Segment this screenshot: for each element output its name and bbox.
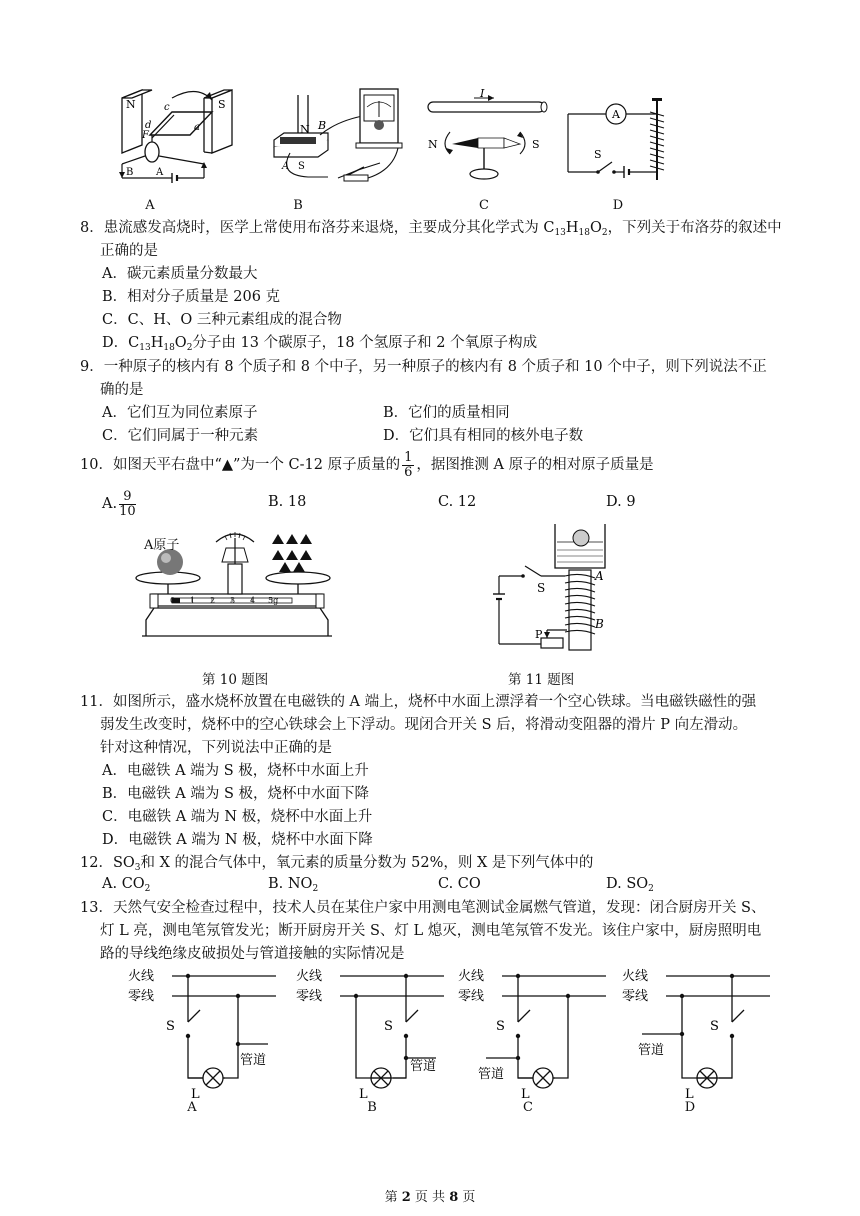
label-pipe: 管道	[478, 1067, 505, 1082]
q12-stem: 12．$SO_3$和 X 的混合气体中，氧元素的质量分数为 52%，则 X 是下列气体中的	[80, 855, 594, 873]
label-a: A	[595, 569, 604, 583]
q10-option-b: B. 18	[268, 494, 307, 510]
label-pipe: 管道	[638, 1043, 665, 1058]
label-a: A	[282, 161, 290, 172]
q10-label-atom: A原子	[144, 538, 180, 553]
q10-stem: 10．如图天平右盘中“▲”为一个 C-12 原子质量的 $\frac{1}{6}$ ，据图推测 A 原子的相对原子质量是	[80, 449, 654, 480]
q13-stem-line3: 路的导线绝缘皮破损处与管道接触的实际情况是	[100, 946, 405, 962]
q7-figure-d	[562, 92, 682, 184]
label-p: P	[535, 628, 543, 641]
label-lamp: L	[521, 1087, 530, 1102]
label-s: S	[537, 581, 546, 595]
label-live: 火线	[296, 969, 323, 984]
q7-caption-d: D	[612, 198, 624, 213]
q13-caption-b: B	[367, 1100, 377, 1115]
q13-caption-c: C	[523, 1100, 533, 1115]
label-live: 火线	[622, 969, 649, 984]
label-ammeter: A	[612, 108, 620, 121]
label-live: 火线	[458, 969, 485, 984]
q10-option-a: A. $\frac{9}{10}$	[102, 488, 136, 519]
q9-stem-line1: 9．一种原子的核内有 8 个质子和 8 个中子，另一种原子的核内有 8 个质子和 10 个中子，则下列说法不正	[80, 359, 767, 375]
label-b: B	[595, 617, 604, 631]
q8-stem-line2: 正确的是	[100, 243, 158, 259]
label-c: c	[164, 102, 170, 113]
label-f: F	[142, 130, 149, 141]
label-live: 火线	[128, 969, 155, 984]
q13-circuit-c	[458, 966, 608, 1102]
q13-caption-a: A	[187, 1100, 197, 1115]
q11-stem-line1: 11．如图所示，盛水烧杯放置在电磁铁的 A 端上，烧杯中水面上漂浮着一个空心铁球。当电磁铁磁性的强	[80, 694, 757, 710]
q8-option-d: D．$C_{13}H_{18}O_2$分子由 13 个碳原子，18 个氢原子和 2 个氧原子构成	[102, 335, 538, 353]
q9-option-d: D．它们具有相同的核外电子数	[383, 428, 584, 444]
q11-figure-caption: 第 11 题图	[508, 672, 575, 688]
q7-caption-a: A	[145, 198, 155, 213]
q11-stem-line2: 弱发生改变时，烧杯中的空心铁球会上下浮动。现闭合开关 S 后，将滑动变阻器的滑片 P 向左滑动。	[100, 717, 748, 733]
q7-figure-a	[112, 90, 252, 185]
q7-caption-c: C	[479, 198, 489, 213]
label-switch: S	[496, 1019, 505, 1034]
q8-option-a: A．碳元素质量分数最大	[102, 266, 258, 282]
label-switch: S	[166, 1019, 175, 1034]
q12-option-d: D. $SO_2$	[606, 876, 654, 894]
label-pipe: 管道	[410, 1059, 437, 1074]
q13-stem-line1: 13．天然气安全检查过程中，技术人员在某住户家中用测电笔测试金属燃气管道，发现：闭合厨房开关 S、	[80, 900, 766, 916]
q13-circuit-d	[622, 966, 772, 1102]
label-pipe: 管道	[240, 1053, 267, 1068]
label-neutral: 零线	[622, 989, 649, 1004]
label-n: N	[300, 123, 310, 136]
q12-option-c: C. CO	[438, 876, 481, 892]
label-a2: A	[156, 167, 164, 178]
label-neutral: 零线	[458, 989, 485, 1004]
page-footer: 第 2 页 共 8 页	[384, 1190, 476, 1205]
label-i: I	[480, 87, 485, 100]
q11-option-b: B．电磁铁 A 端为 S 极，烧杯中水面下降	[102, 786, 369, 802]
label-neutral: 零线	[128, 989, 155, 1004]
label-n: N	[428, 138, 438, 151]
q10-figure-caption: 第 10 题图	[202, 672, 269, 688]
q10-option-d: D. 9	[606, 494, 636, 510]
label-s: S	[594, 148, 602, 161]
label-b: B	[318, 119, 327, 132]
q13-stem-line2: 灯 L 亮，测电笔氖管发光；断开厨房开关 S、灯 L 熄灭，测电笔氖管不发光。该住户家中，厨房照明电	[100, 923, 762, 939]
q8-option-c: C．C、H、O 三种元素组成的混合物	[102, 312, 342, 328]
q12-option-b: B. $NO_2$	[268, 876, 319, 894]
label-s: S	[298, 161, 305, 172]
label-b: B	[126, 167, 134, 178]
q11-option-a: A．电磁铁 A 端为 S 极，烧杯中水面上升	[102, 763, 369, 779]
q12-option-a: A. $CO_2$	[102, 876, 151, 894]
q9-option-c: C．它们同属于一种元素	[102, 428, 259, 444]
q13-circuit-b	[296, 966, 446, 1102]
q13-caption-d: D	[684, 1100, 696, 1115]
label-s: S	[532, 138, 540, 151]
q11-stem-line3: 针对这种情况，下列说法中正确的是	[100, 740, 332, 756]
q11-option-c: C．电磁铁 A 端为 N 极，烧杯中水面上升	[102, 809, 373, 825]
q7-caption-b: B	[293, 198, 303, 213]
label-n: N	[126, 98, 136, 111]
q11-electromagnet-figure	[485, 520, 625, 660]
q7-figure-b	[268, 85, 408, 190]
q9-option-a: A．它们互为同位素原子	[102, 405, 258, 421]
label-s: S	[218, 98, 226, 111]
q8-option-b: B．相对分子质量是 206 克	[102, 289, 281, 305]
q13-circuit-a	[128, 966, 278, 1102]
q8-stem-line1: 8．患流感发高烧时，医学上常使用布洛芬来退烧，主要成分其化学式为 $C_{13}H_{18}O_2$，下列关于布洛芬的叙述中	[80, 220, 782, 238]
q9-stem-line2: 确的是	[100, 382, 144, 398]
q10-option-c: C. 12	[438, 494, 477, 510]
label-lamp: L	[685, 1087, 694, 1102]
q7-figure-c	[422, 87, 552, 184]
label-switch: S	[384, 1019, 393, 1034]
label-lamp: L	[359, 1087, 368, 1102]
label-d: d	[145, 120, 152, 131]
label-switch: S	[710, 1019, 719, 1034]
label-a: a	[194, 122, 200, 133]
label-lamp: L	[191, 1087, 200, 1102]
label-neutral: 零线	[296, 989, 323, 1004]
q11-option-d: D．电磁铁 A 端为 N 极，烧杯中水面下降	[102, 832, 373, 848]
q9-option-b: B．它们的质量相同	[383, 405, 510, 421]
